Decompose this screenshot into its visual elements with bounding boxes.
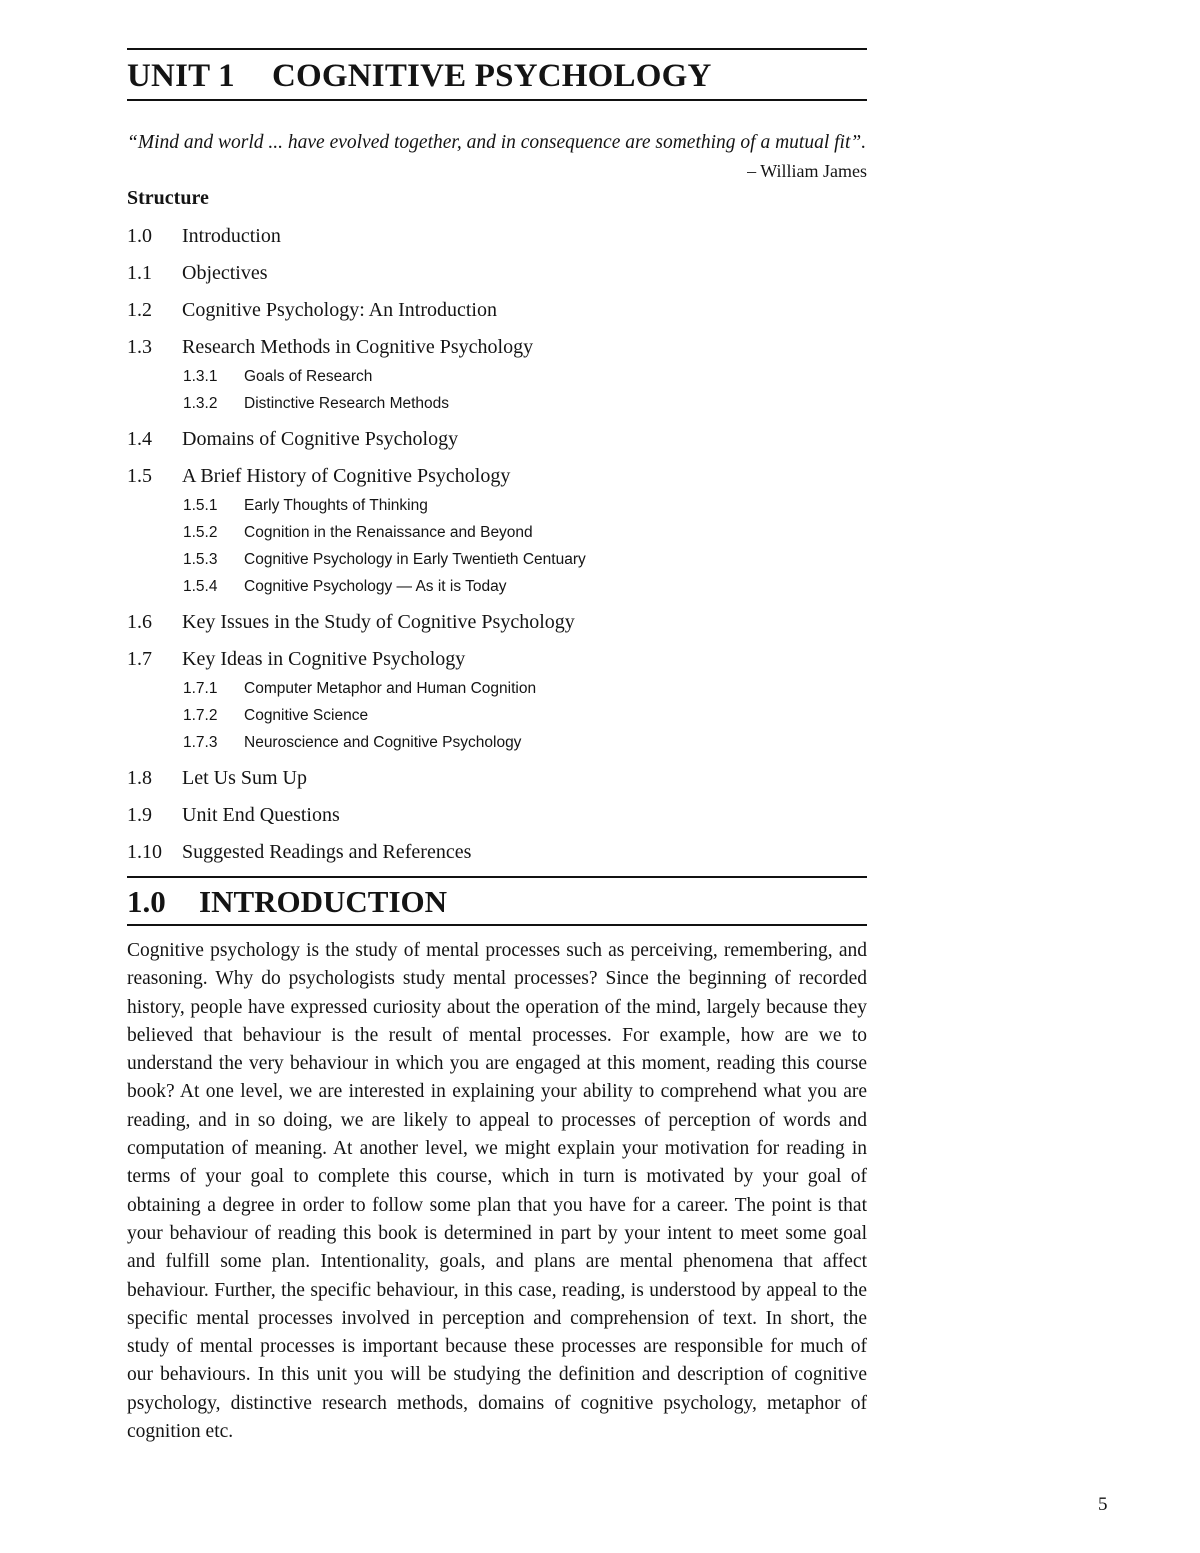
toc-item <box>127 802 867 828</box>
introduction-paragraph: Cognitive psychology is the study of mental processes such as perceiving, remembering, and reasoning. Why do psychologists study mental processes? Since the beginning of recorded history, people have expressed curiosity about the operation of the mind, largely because they believed that behaviour is the result of mental processes. For example, how are we to understand the very behaviour in which you are engaged at this moment, reading this course book? At one level, we are interested in explaining your ability to comprehend what you are reading, and in so doing, we are likely to appeal to processes of perception of words and computation of meaning. At another level, we might explain your motivation for reading in terms of your goal to complete this course, which in turn is motivated by your goal of obtaining a degree in order to follow some plan that you have for a career. The point is that your behaviour of reading this book is determined in part by your intent to meet some goal and fulfill some plan. Intentionality, goals, and plans are mental phenomena that affect behaviour. Further, the specific behaviour, in this case, reading, is understood by appeal to the specific mental processes involved in perception and comprehension of text. In short, the study of mental processes is important because these processes are responsible for much of our behaviours. In this unit you will be studying the definition and description of cognitive psychology, distinctive research methods, domains of cognitive psychology, metaphor of cognition etc. <box>127 940 867 1443</box>
toc-item-number: 1.4 <box>127 428 152 450</box>
toc-item-number: 1.2 <box>127 299 152 321</box>
toc-subitem-label: Neuroscience and Cognitive Psychology <box>244 734 522 751</box>
toc-item <box>127 646 867 672</box>
table-of-contents <box>127 223 867 865</box>
section-title-text: INTRODUCTION <box>199 884 448 919</box>
unit-number: UNIT 1 <box>127 58 235 94</box>
toc-subitem-label: Distinctive Research Methods <box>244 395 450 412</box>
toc-item <box>127 765 867 791</box>
toc-item-number: 1.5 <box>127 465 152 487</box>
toc-item <box>127 223 867 249</box>
toc-item-label: Research Methods in Cognitive Psychology <box>182 336 534 358</box>
toc-item <box>127 260 867 286</box>
toc-item <box>127 463 867 489</box>
toc-subitem-number: 1.7.3 <box>183 734 218 751</box>
toc-subitem-label: Computer Metaphor and Human Cognition <box>244 680 537 697</box>
page-number: 5 <box>1098 1494 1108 1515</box>
toc-subitem-label: Cognitive Psychology — As it is Today <box>244 578 507 595</box>
toc-subitem-label: Cognition in the Renaissance and Beyond <box>244 524 533 541</box>
toc-item <box>127 297 867 323</box>
toc-item-label: Unit End Questions <box>182 804 340 826</box>
toc-subitem-number: 1.7.2 <box>183 707 218 724</box>
toc-item-number: 1.10 <box>127 841 162 863</box>
toc-subitem-number: 1.5.3 <box>183 551 218 568</box>
toc-subitem <box>127 733 867 753</box>
toc-item-label: Key Issues in the Study of Cognitive Psychology <box>182 611 575 633</box>
toc-item-label: Introduction <box>182 225 281 247</box>
toc-subitem <box>127 394 867 414</box>
toc-subitem-number: 1.5.1 <box>183 497 218 514</box>
toc-item-number: 1.0 <box>127 225 152 247</box>
toc-subitem <box>127 679 867 699</box>
toc-item-number: 1.1 <box>127 262 152 284</box>
toc-item-label: Objectives <box>182 262 268 284</box>
unit-title-text: COGNITIVE PSYCHOLOGY <box>272 58 712 94</box>
toc-item-label: Key Ideas in Cognitive Psychology <box>182 648 466 670</box>
page-content <box>127 48 867 1446</box>
toc-item-label: Cognitive Psychology: An Introduction <box>182 299 497 321</box>
section-bottom-rule <box>127 924 867 926</box>
toc-subitem-number: 1.5.2 <box>183 524 218 541</box>
toc-item <box>127 426 867 452</box>
toc-subitem-number: 1.7.1 <box>183 680 218 697</box>
toc-subitem-label: Early Thoughts of Thinking <box>244 497 428 514</box>
toc-subitem-label: Cognitive Psychology in Early Twentieth Centuary <box>244 551 586 568</box>
toc-subitem <box>127 550 867 570</box>
toc-item-label: Suggested Readings and References <box>182 841 472 863</box>
toc-subitem-number: 1.3.2 <box>183 395 218 412</box>
toc-item <box>127 334 867 360</box>
toc-item-label: Let Us Sum Up <box>182 767 307 789</box>
title-bottom-rule <box>127 99 867 101</box>
toc-subitem <box>127 706 867 726</box>
toc-subitem-number: 1.5.4 <box>183 578 218 595</box>
toc-item-number: 1.8 <box>127 767 152 789</box>
toc-item-number: 1.9 <box>127 804 152 826</box>
toc-item <box>127 839 867 865</box>
unit-title <box>127 50 867 99</box>
toc-subitem <box>127 523 867 543</box>
toc-item-label: A Brief History of Cognitive Psychology <box>182 465 511 487</box>
toc-subitem <box>127 367 867 387</box>
toc-item-label: Domains of Cognitive Psychology <box>182 428 459 450</box>
toc-subitem-label: Goals of Research <box>244 368 373 385</box>
toc-item-number: 1.7 <box>127 648 152 670</box>
section-number: 1.0 <box>127 884 166 919</box>
toc-subitem-label: Cognitive Science <box>244 707 369 724</box>
toc-subitem <box>127 496 867 516</box>
section-title <box>127 878 867 924</box>
epigraph-author: – William James <box>747 161 867 181</box>
toc-item <box>127 609 867 635</box>
structure-heading: Structure <box>127 187 209 209</box>
toc-subitem <box>127 577 867 597</box>
toc-item-number: 1.3 <box>127 336 152 358</box>
toc-subitem-number: 1.3.1 <box>183 368 218 385</box>
epigraph-quote: “Mind and world ... have evolved together, and in consequence are something of a mutual fit”. <box>127 132 867 153</box>
toc-item-number: 1.6 <box>127 611 152 633</box>
